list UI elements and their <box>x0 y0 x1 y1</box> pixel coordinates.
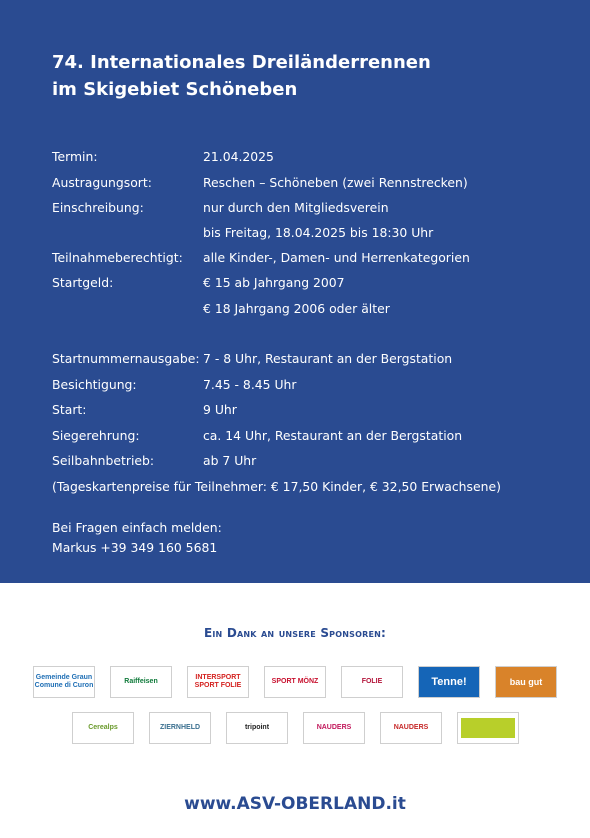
tripoint-logo: tripoint <box>226 712 288 744</box>
gemeinde-graun-logo: Gemeinde Graun Comune di Curon <box>33 666 95 698</box>
ziernheld-logo: ZIERNHELD <box>149 712 211 744</box>
ticket-price-text: (Tageskartenpreise für Teilnehmer: € 17,50 Kinder, € 32,50 Erwachsene) <box>52 479 501 494</box>
schedule-value: 9 Uhr <box>203 402 237 417</box>
nauders-logo-2: NAUDERS <box>380 712 442 744</box>
sport-monz-logo: SPORT MÖNZ <box>264 666 326 698</box>
schedule-label: Startnummernausgabe: <box>52 351 200 366</box>
schedule-value: ab 7 Uhr <box>203 453 257 468</box>
website-link[interactable]: www.ASV-OBERLAND.it <box>184 794 406 814</box>
detail-label: Einschreibung: <box>52 200 144 215</box>
schedule-value: 7 - 8 Uhr, Restaurant an der Bergstation <box>203 351 453 366</box>
detail-value: nur durch den Mitgliedsverein <box>203 200 389 215</box>
detail-label: Termin: <box>52 149 98 164</box>
contact-info <box>52 518 222 558</box>
sponsors-heading: Ein Dank an unsere Sponsoren: <box>203 626 387 640</box>
schedule-value: ca. 14 Uhr, Restaurant an der Bergstation <box>203 428 463 443</box>
detail-label: Startgeld: <box>52 275 114 290</box>
detail-label: Austragungsort: <box>52 175 152 190</box>
intersport-folie-logo: INTERSPORT SPORT FOLIE <box>187 666 249 698</box>
detail-value: € 18 Jahrgang 2006 oder älter <box>203 301 390 316</box>
baugut-logo: bau gut <box>495 666 557 698</box>
green-sponsor-mark <box>461 718 515 738</box>
detail-value: € 15 ab Jahrgang 2007 <box>203 275 345 290</box>
folie-logo: FOLIE <box>341 666 403 698</box>
raiffeisen-logo: Raiffeisen <box>110 666 172 698</box>
detail-value: bis Freitag, 18.04.2025 bis 18:30 Uhr <box>203 225 434 240</box>
cerealps-logo: Cerealps <box>72 712 134 744</box>
title-line-1: 74. Internationales Dreiländerrennen <box>52 52 431 73</box>
detail-value: Reschen – Schöneben (zwei Rennstrecken) <box>203 175 468 190</box>
contact-line-1: Bei Fragen einfach melden: <box>52 520 222 535</box>
detail-label: Teilnahmeberechtigt: <box>52 250 183 265</box>
page-title <box>52 49 431 103</box>
tenne-logo: Tenne! <box>418 666 480 698</box>
schedule-label: Siegerehrung: <box>52 428 140 443</box>
detail-value: alle Kinder-, Damen- und Herrenkategorien <box>203 250 470 265</box>
title-line-2: im Skigebiet Schöneben <box>52 79 298 100</box>
schedule-label: Start: <box>52 402 87 417</box>
nauders-logo-1: NAUDERS <box>303 712 365 744</box>
contact-line-2: Markus +39 349 160 5681 <box>52 540 218 555</box>
schedule-value: 7.45 - 8.45 Uhr <box>203 377 297 392</box>
green-sponsor-logo <box>457 712 519 744</box>
detail-value: 21.04.2025 <box>203 149 274 164</box>
schedule-label: Seilbahnbetrieb: <box>52 453 155 468</box>
schedule-label: Besichtigung: <box>52 377 137 392</box>
